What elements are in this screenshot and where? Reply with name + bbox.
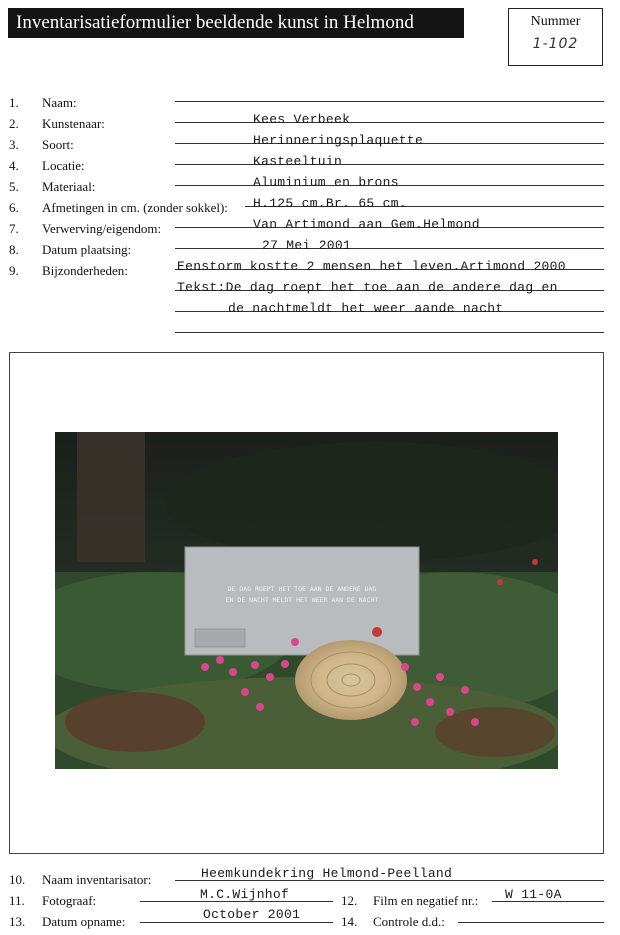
footer-row-13-14 <box>0 907 620 932</box>
field-line <box>458 922 604 923</box>
field-value[interactable]: H.125 cm.Br. 65 cm. <box>253 196 407 211</box>
field-line <box>175 101 604 102</box>
field-label: Datum plaatsing: <box>42 242 132 257</box>
field-row-verwerving <box>0 219 620 239</box>
field-number: 1. <box>9 95 19 110</box>
artwork-photo <box>55 432 558 769</box>
field-label: Kunstenaar: <box>42 116 105 131</box>
field-label: Naam inventarisator: <box>42 872 152 887</box>
field-number: 6. <box>9 200 19 215</box>
field-number: 13. <box>9 914 26 929</box>
field-label: Afmetingen in cm. (zonder sokkel): <box>42 200 228 215</box>
field-row-kunstenaar <box>0 114 620 134</box>
field-label: Controle d.d.: <box>373 914 445 929</box>
field-label: Bijzonderheden: <box>42 263 128 278</box>
plaque-text-1: DE DAG ROEPT HET TOE AAN DE ANDERE DAG <box>227 585 377 593</box>
field-value[interactable]: October 2001 <box>203 907 301 922</box>
field-row-bijzonderheden <box>0 261 620 281</box>
field-row-naam <box>0 93 620 113</box>
form-title: Inventarisatieformulier beeldende kunst in Helmond <box>8 8 464 38</box>
field-value[interactable]: Van Artimond aan Gem.Helmond <box>253 217 480 232</box>
field-label: Soort: <box>42 137 74 152</box>
field-value[interactable]: Aluminium en brons <box>253 175 399 190</box>
field-line <box>140 922 333 923</box>
field-label: Film en negatief nr.: <box>373 893 479 908</box>
field-number: 2. <box>9 116 19 131</box>
field-label: Datum opname: <box>42 914 126 929</box>
field-label: Verwerving/eigendom: <box>42 221 162 236</box>
field-number: 4. <box>9 158 19 173</box>
photo-scene <box>55 432 558 769</box>
field-number: 14. <box>341 914 358 929</box>
plaque-text-2: EN DE NACHT MELDT HET WEER AAN DE NACHT <box>225 596 379 604</box>
field-value[interactable]: Herinneringsplaquette <box>253 133 424 148</box>
field-value[interactable]: de nachtmeldt het weer aande nacht <box>228 301 504 316</box>
field-value[interactable]: 27 Mei 2001 <box>262 238 352 253</box>
field-row-extra-2 <box>0 303 620 323</box>
field-number: 7. <box>9 221 19 236</box>
field-row-soort <box>0 135 620 155</box>
field-value[interactable]: Tekst:De dag roept het toe aan de andere dag en <box>177 280 558 295</box>
field-line <box>175 122 604 123</box>
field-value[interactable]: W 11-0A <box>505 887 562 902</box>
field-number: 10. <box>9 872 26 887</box>
field-label: Materiaal: <box>42 179 96 194</box>
field-value[interactable]: Kasteeltuin <box>253 154 343 169</box>
field-number: 9. <box>9 263 19 278</box>
field-value[interactable]: Kees Verbeek <box>253 112 351 127</box>
field-row-extra-1 <box>0 282 620 302</box>
field-row-extra-3 <box>0 324 620 344</box>
field-line <box>175 332 604 333</box>
field-value[interactable]: M.C.Wijnhof <box>200 887 290 902</box>
field-row-afmetingen <box>0 198 620 218</box>
field-label: Naam: <box>42 95 77 110</box>
field-number: 5. <box>9 179 19 194</box>
field-row-datum-plaatsing <box>0 240 620 260</box>
field-label: Fotograaf: <box>42 893 97 908</box>
field-line <box>175 164 604 165</box>
field-value[interactable]: Eenstorm kostte 2 mensen het leven.Artimond 2000 <box>177 259 566 274</box>
field-label: Locatie: <box>42 158 85 173</box>
field-number: 3. <box>9 137 19 152</box>
field-line <box>175 248 604 249</box>
number-value: 1-102 <box>532 36 579 52</box>
field-number: 11. <box>9 893 25 908</box>
field-number: 12. <box>341 893 358 908</box>
number-box <box>508 8 603 66</box>
field-value[interactable]: Heemkundekring Helmond-Peelland <box>201 866 453 881</box>
field-row-locatie <box>0 156 620 176</box>
field-number: 8. <box>9 242 19 257</box>
footer-row-11-12 <box>0 887 620 911</box>
field-row-materiaal <box>0 177 620 197</box>
number-label: Nummer <box>530 14 581 29</box>
